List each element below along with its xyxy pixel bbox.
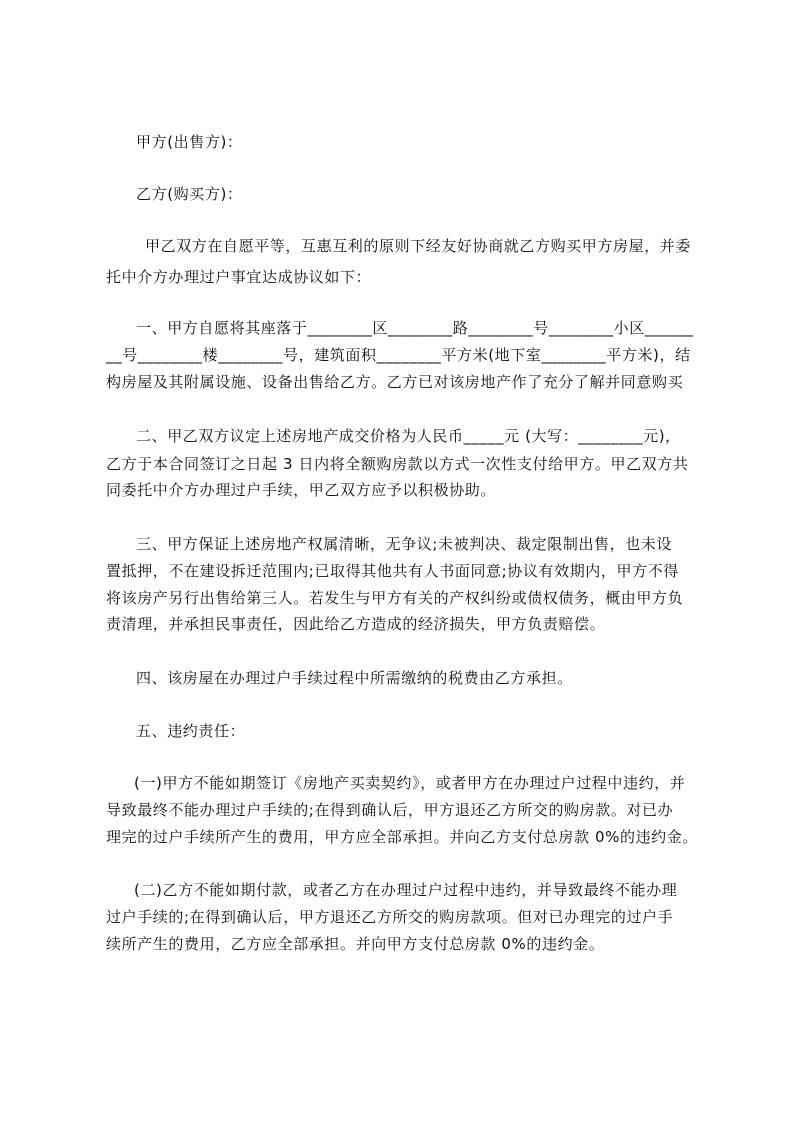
clause3-line-3: 将该房产另行出售给第三人。若发生与甲方有关的产权纠纷或债权债务，概由甲方负 (106, 589, 684, 607)
clause2-line-2: 乙方于本合同签订之日起 3 日内将全额购房款以方式一次性支付给甲方。甲乙双方共 (106, 455, 689, 473)
clause1-line-3: 构房屋及其附属设施、设备出售给乙方。乙方已对该房地产作了充分了解并同意购买 (106, 373, 684, 391)
clause5-heading: 五、违约责任： (136, 722, 246, 740)
clause1-line-2: __号________楼________号，建筑面积________平方米(地下室________平方米)，结 (106, 346, 691, 364)
clause3-line-2: 置抵押，不在建设拆迁范围内;已取得其他共有人书面同意;协议有效期内，甲方不得 (106, 562, 679, 580)
intro-line-2: 托中介方办理过户事宜达成协议如下： (106, 268, 372, 286)
clause5-2-line-2: 过户手续的;在得到确认后，甲方退还乙方所交的购房款项。但对已办理完的过户手 (106, 908, 674, 926)
clause3-line-4: 责清理，并承担民事责任，因此给乙方造成的经济损失，甲方负责赔偿。 (106, 615, 606, 633)
clause3-line-1: 三、甲方保证上述房地产权属清晰，无争议;未被判决、裁定限制出售，也未设 (136, 535, 673, 553)
intro-line-1: 甲乙双方在自愿平等，互惠互利的原则下经友好协商就乙方购买甲方房屋，并委 (145, 237, 692, 255)
clause5-2-line-1: (二)乙方不能如期付款，或者乙方在办理过户过程中违约，并导致最终不能办理 (134, 881, 678, 899)
clause2-line-1: 二、甲乙双方议定上述房地产成交价格为人民币_____元 (大写：________元)， (136, 427, 681, 445)
clause5-1-line-3: 理完的过户手续所产生的费用，甲方应全部承担。并向乙方支付总房款 0%的违约金。 (106, 828, 698, 846)
party-b-label: 乙方(购买方)： (136, 185, 243, 203)
clause4-text: 四、该房屋在办理过户手续过程中所需缴纳的税费由乙方承担。 (136, 669, 573, 687)
clause1-line-1: 一、甲方自愿将其座落于________区________路________号________小区______ (136, 319, 694, 337)
clause5-1-line-2: 导致最终不能办理过户手续的;在得到确认后，甲方退还乙方所交的购房款。对已办 (106, 801, 674, 819)
clause2-line-3: 同委托中介方办理过户手续，甲乙双方应予以积极协助。 (106, 481, 497, 499)
clause5-2-line-3: 续所产生的费用，乙方应全部承担。并向甲方支付总房款 0%的违约金。 (106, 935, 605, 953)
party-a-label: 甲方(出售方)： (136, 133, 243, 151)
clause5-1-line-1: (一)甲方不能如期签订《房地产买卖契约》，或者甲方在办理过户过程中违约，并 (134, 774, 686, 792)
